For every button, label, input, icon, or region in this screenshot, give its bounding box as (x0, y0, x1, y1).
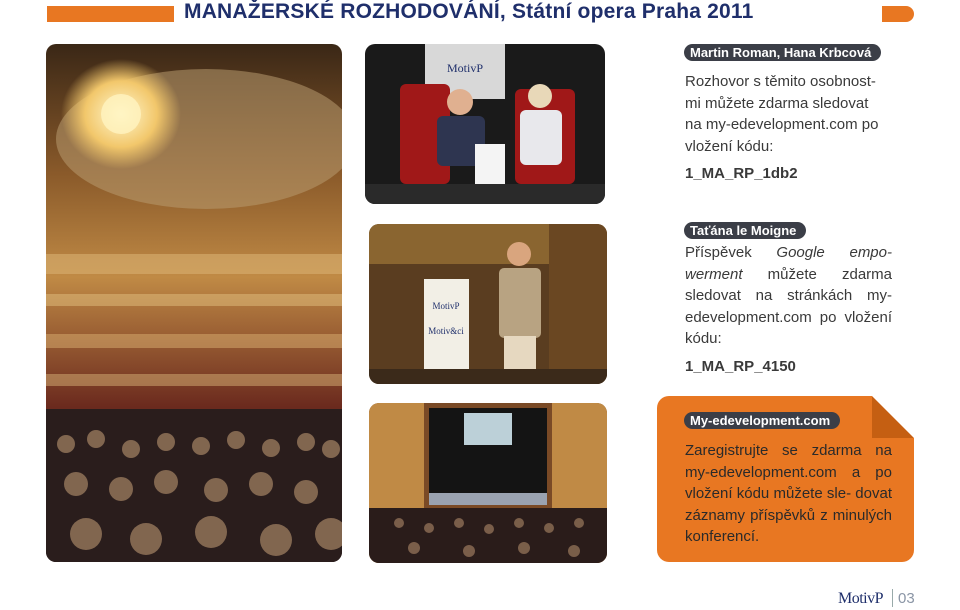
interview-photo (365, 44, 605, 204)
svg-text:MotivP: MotivP (446, 61, 484, 75)
footer-separator (892, 589, 893, 607)
speaker-description (685, 242, 892, 377)
interview-description (685, 71, 885, 185)
header-accent-bar-right (882, 6, 914, 22)
interview-code: 1_MA_RP_1db2 (685, 165, 798, 182)
page-number: 03 (898, 590, 915, 607)
header-accent-bar-left (47, 6, 174, 22)
speaker-photo (369, 224, 607, 384)
svg-text:Motiv&ci: Motiv&ci (428, 326, 464, 336)
interview-text: Rozhovor s těmito osobnost- mi můžete zdarma sledovat na my-edevelopment.com po vložení kódu: (685, 73, 879, 155)
speaker-text-pre: Příspěvek (685, 244, 777, 261)
promo-label[interactable]: My-edevelopment.com (684, 412, 840, 429)
speakers-label: Martin Roman, Hana Krbcová (684, 44, 881, 61)
page-title: MANAŽERSKÉ ROZHODOVÁNÍ, Státní opera Praha 2011 (184, 0, 754, 23)
auditorium-photo (369, 403, 607, 563)
promo-box-fold (872, 396, 914, 438)
opera-hall-photo (46, 44, 342, 562)
speaker-code: 1_MA_RP_4150 (685, 357, 796, 375)
svg-text:MotivP: MotivP (432, 301, 460, 311)
promo-text: Zaregistrujte se zdarma na my-edevelopment.com a po vložení kódu můžete sle- dovat záznamy příspěvků z minulých konferencí. (685, 442, 892, 545)
speaker-text-post: můžete zdarma sledovat na stránkách my-edevelopment.com po vložení kódu: (685, 265, 892, 347)
speaker-text-italic: Google empo- werment (685, 244, 892, 283)
footer-logo: MotivP (838, 590, 884, 607)
speaker-label: Taťána le Moigne (684, 222, 806, 239)
